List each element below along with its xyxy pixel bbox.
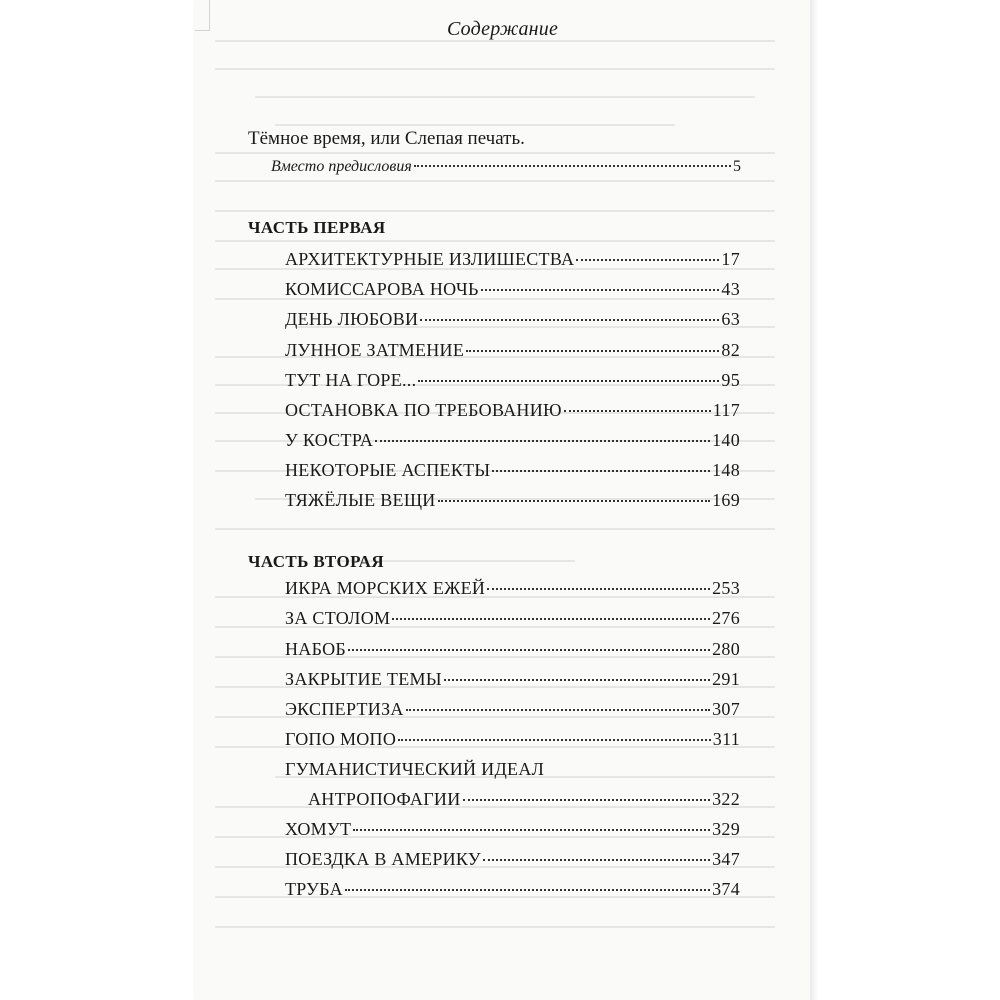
dot-leader [414,165,731,167]
preface-entry[interactable] [271,158,741,176]
page-number: 95 [721,370,740,390]
dot-leader [375,440,710,442]
entry-title: КОМИССАРОВА НОЧЬ [285,279,479,299]
dot-leader [481,289,720,291]
toc-entry[interactable] [285,849,740,870]
page-number: 169 [712,490,740,510]
dot-leader [438,500,710,502]
dot-leader [576,259,719,261]
dot-leader [348,649,710,651]
part-one-title: ЧАСТЬ ПЕРВАЯ [248,218,386,237]
page-number: 63 [721,309,740,329]
entry-title: ОСТАНОВКА ПО ТРЕБОВАНИЮ [285,400,562,420]
dot-leader [345,889,710,891]
dot-leader [483,859,710,861]
entry-title: ИКРА МОРСКИХ ЕЖЕЙ [285,578,486,598]
entry-title: ЗАКРЫТИЕ ТЕМЫ [285,669,442,689]
entry-title: АНТРОПОФАГИИ [308,789,461,809]
page-number: 140 [712,430,740,450]
toc-entry[interactable] [285,490,740,511]
entry-title-line1[interactable]: ГУМАНИСТИЧЕСКИЙ ИДЕАЛ [285,759,545,779]
preface-title: Тёмное время, или Слепая печать. [248,128,525,149]
page-number: 329 [712,819,740,839]
page-number: 311 [712,729,740,749]
dot-leader [406,709,710,711]
page-number: 291 [712,669,740,689]
dot-leader [420,319,719,321]
toc-entry[interactable] [308,789,740,810]
toc-entry[interactable] [285,370,740,391]
page-number: 82 [721,340,740,360]
toc-entry[interactable] [285,639,740,660]
toc-entry[interactable] [285,340,740,361]
toc-entry[interactable] [285,400,740,421]
toc-entry[interactable] [285,279,740,300]
toc-entry[interactable] [285,460,740,481]
toc-entry[interactable] [285,249,740,270]
part-two-title: ЧАСТЬ ВТОРАЯ [248,552,385,571]
toc-entry[interactable] [285,699,740,720]
entry-title: ХОМУТ [285,819,352,839]
page-number: 253 [712,578,740,598]
page-number: 307 [712,699,740,719]
toc-entry[interactable] [285,430,740,451]
entry-title: У КОСТРА [285,430,374,450]
page-number: 276 [712,608,740,628]
entry-title: АРХИТЕКТУРНЫЕ ИЗЛИШЕСТВА [285,249,575,269]
toc-entry[interactable] [285,608,740,629]
entry-title: ПОЕЗДКА В АМЕРИКУ [285,849,481,869]
entry-title: ЗА СТОЛОМ [285,608,391,628]
page-number: 280 [712,639,740,659]
dot-leader [463,799,711,801]
page-number: 347 [712,849,740,869]
entry-title: ТУТ НА ГОРЕ... [285,370,417,390]
toc-entry[interactable] [285,879,740,900]
entry-title: НАБОБ [285,639,347,659]
page-number: 117 [712,400,740,420]
toc-entry[interactable] [285,729,740,750]
dot-leader [466,350,719,352]
page-number: 43 [721,279,740,299]
entry-title: ЭКСПЕРТИЗА [285,699,404,719]
dot-leader [564,410,711,412]
toc-entry[interactable] [285,669,740,690]
preface-subtitle: Вместо предисловия [271,158,412,175]
entry-title: ДЕНЬ ЛЮБОВИ [285,309,419,329]
page-edge-shadow [810,0,818,1000]
toc-entry[interactable] [285,819,740,840]
dot-leader [444,679,710,681]
dot-leader [353,829,710,831]
page-number: 5 [733,158,741,175]
entry-title: ЛУННОЕ ЗАТМЕНИЕ [285,340,465,360]
dot-leader [418,380,719,382]
dot-leader [487,588,710,590]
entry-title: ТЯЖЁЛЫЕ ВЕЩИ [285,490,436,510]
entry-title: НЕКОТОРЫЕ АСПЕКТЫ [285,460,491,480]
toc-entry[interactable] [285,578,740,599]
page-number: 322 [712,789,740,809]
page-number: 374 [712,879,740,899]
entry-title: ТРУБА [285,879,343,899]
page-number: 17 [721,249,740,269]
page-number: 148 [712,460,740,480]
page-header: Содержание [446,18,559,40]
book-page [195,0,810,1000]
toc-entry[interactable] [285,309,740,330]
entry-title: ГОПО МОПО [285,729,397,749]
dot-leader [398,739,711,741]
dot-leader [392,618,710,620]
dot-leader [492,470,710,472]
